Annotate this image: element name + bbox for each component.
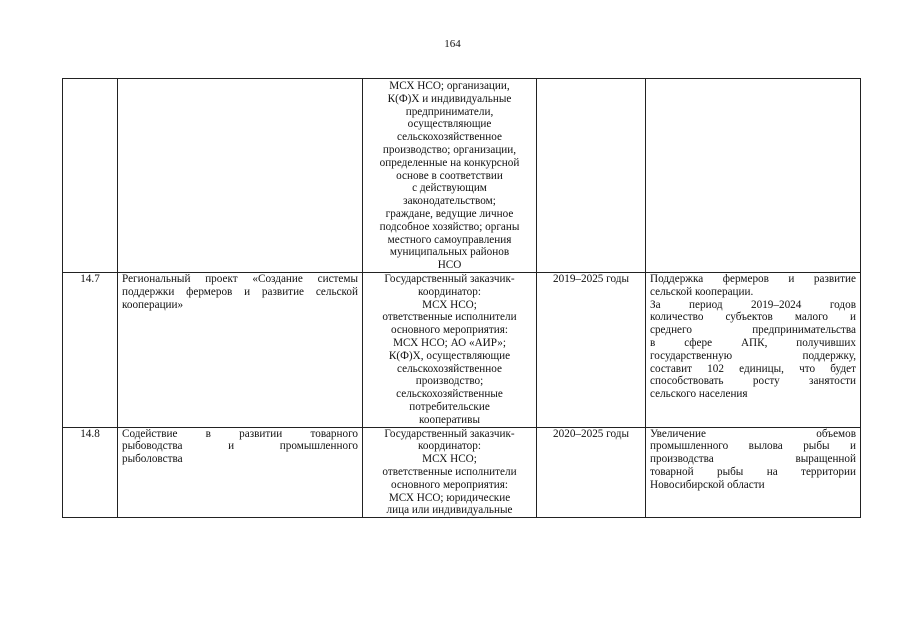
activity-name-line: рыболовства	[122, 453, 183, 466]
responsible-line: основе в соответствии	[396, 169, 503, 182]
term-cell: 2019–2025 годы	[537, 272, 646, 427]
term-cell	[537, 79, 646, 273]
result-line: сельской кооперации.	[650, 285, 754, 298]
activity-name-cell	[118, 427, 363, 518]
responsible-line: НСО	[437, 259, 462, 272]
responsible-line: МСХ НСО;	[422, 298, 477, 311]
term-cell: 2020–2025 годы	[537, 427, 646, 518]
activity-name-line: поддержки фермеров и развитие сельской	[122, 285, 358, 298]
responsible-line: законодательством;	[403, 195, 496, 208]
responsible-line: МСХ НСО;	[422, 453, 477, 466]
responsible-line: К(Ф)Х, осуществляющие	[388, 349, 511, 362]
activity-name-cell	[118, 272, 363, 427]
result-line: Увеличение объемов	[650, 427, 856, 440]
result-cell	[646, 79, 861, 273]
responsible-line: координатор:	[418, 440, 481, 453]
result-line: товарной рыбы на территории	[650, 465, 856, 478]
responsible-line: сельскохозяйственные	[396, 388, 503, 401]
responsible-line: основного мероприятия:	[390, 478, 509, 491]
result-line: в сфере АПК, получивших	[650, 336, 856, 349]
responsible-line: ответственные исполнители	[382, 311, 517, 324]
responsible-line: с действующим	[412, 182, 487, 195]
responsible-line: лица или индивидуальные	[386, 504, 513, 517]
row-number-cell: 14.8	[63, 427, 118, 518]
result-line: промышленного вылова рыбы и	[650, 440, 856, 453]
table-row	[63, 427, 861, 518]
program-activities-table	[62, 78, 861, 518]
responsible-line: МСХ НСО; юридические	[388, 491, 511, 504]
responsible-line: подсобное хозяйство; органы	[379, 220, 520, 233]
responsible-line: кооперативы	[419, 413, 480, 426]
responsible-line: местного самоуправления	[387, 233, 512, 246]
responsible-line: ответственные исполнители	[382, 465, 517, 478]
responsible-cell	[363, 427, 537, 518]
page-number: 164	[444, 38, 461, 50]
result-line: способствовать росту занятости	[650, 375, 856, 388]
responsible-line: сельскохозяйственное	[397, 362, 502, 375]
result-line: производства выращенной	[650, 453, 856, 466]
responsible-line: граждане, ведущие личное	[385, 207, 514, 220]
responsible-cell	[363, 79, 537, 273]
responsible-line: Государственный заказчик-	[384, 427, 515, 440]
responsible-line: муниципальных районов	[389, 246, 510, 259]
responsible-line: производство;	[415, 375, 484, 388]
result-line: За период 2019–2024 годов	[650, 298, 856, 311]
activity-name-line: Региональный проект «Создание системы	[122, 272, 358, 285]
result-line: Поддержка фермеров и развитие	[650, 272, 856, 285]
row-number-cell	[63, 79, 118, 273]
responsible-line: МСХ НСО; организации,	[389, 80, 510, 92]
activity-name-line: кооперации»	[122, 298, 184, 311]
activity-name-line: рыбоводства и промышленного	[122, 440, 358, 453]
table-row	[63, 272, 861, 427]
result-line: количество субъектов малого и	[650, 311, 856, 324]
result-cell	[646, 427, 861, 518]
responsible-line: К(Ф)Х и индивидуальные	[387, 92, 512, 105]
responsible-line: Государственный заказчик-	[384, 272, 515, 285]
responsible-line: МСХ НСО; АО «АИР»;	[393, 336, 506, 349]
result-line: сельского населения	[650, 388, 748, 401]
responsible-line: основного мероприятия:	[390, 324, 509, 337]
result-line: государственную поддержку,	[650, 349, 856, 362]
activity-name-line: Содействие в развитии товарного	[122, 427, 358, 440]
result-line: составит 102 единицы, что будет	[650, 362, 856, 375]
responsible-line: производство; организации,	[382, 143, 517, 156]
responsible-line: потребительские	[409, 400, 490, 413]
result-line: среднего предпринимательства	[650, 324, 856, 337]
activity-name-cell	[118, 79, 363, 273]
row-number-cell: 14.7	[63, 272, 118, 427]
responsible-line: предприниматели,	[405, 105, 494, 118]
responsible-line: координатор:	[418, 285, 481, 298]
responsible-line: сельскохозяйственное	[397, 131, 502, 144]
responsible-cell	[363, 272, 537, 427]
result-line: Новосибирской области	[650, 478, 765, 491]
table-row	[63, 79, 861, 273]
responsible-line: определенные на конкурсной	[379, 156, 520, 169]
result-cell	[646, 272, 861, 427]
responsible-line: осуществляющие	[407, 118, 492, 131]
